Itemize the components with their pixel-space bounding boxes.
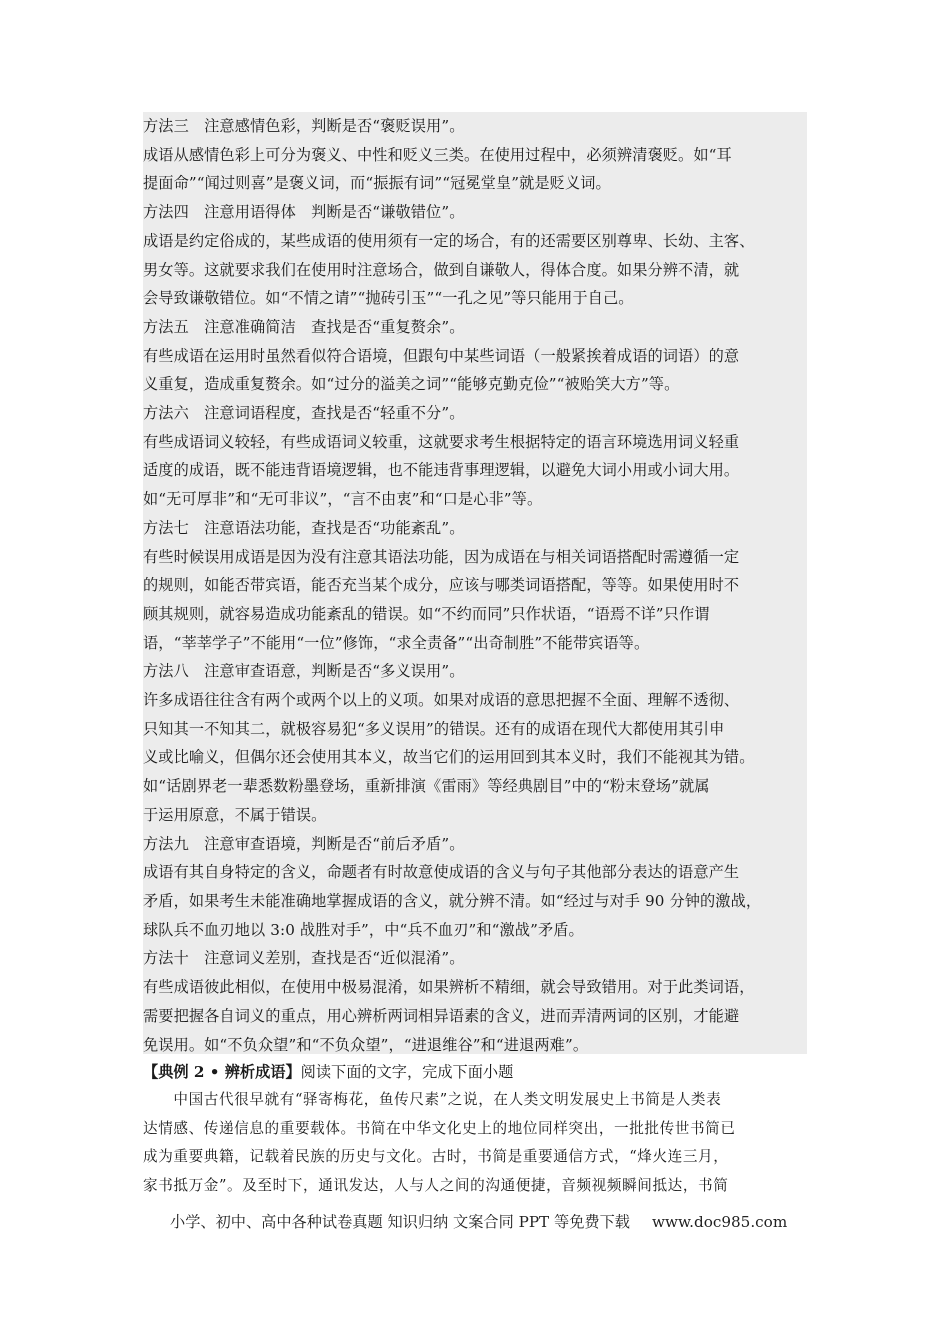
example-tag: 【典例 2 • 辨析成语】 [143,1063,301,1081]
paragraph-line: 矛盾，如果考生未能准确地掌握成语的含义，就分辨不清。如“经过与对手 90 分钟的激战， [143,891,762,910]
paragraph-line: 成语有其自身特定的含义，命题者有时故意使成语的含义与句子其他部分表达的语意产生 [143,863,740,882]
paragraph-line: 义或比喻义，但偶尔还会使用其本义，故当它们的运用回到其本义时，我们不能视其为错。 [143,748,755,767]
paragraph-line: 会导致谦敬错位。如“不情之请”“抛砖引玉”“一孔之见”等只能用于自己。 [143,289,634,308]
paragraph-line: 顾其规则，就容易造成功能紊乱的错误。如“不约而同”只作状语，“语焉不详”只作谓 [143,604,710,623]
paragraph-line: 成语从感情色彩上可分为褒义、中性和贬义三类。在使用过程中，必须辨清褒贬。如“耳 [143,145,732,164]
passage-line: 家书抵万金”。及至时下，通讯发达，人与人之间的沟通便捷，音频视频瞬间抵达，书简 [143,1176,729,1194]
paragraph-line: 球队兵不血刃地以 3:0 战胜对手”，中“兵不血刃”和“激战”矛盾。 [143,920,584,939]
paragraph-line: 于运用原意，不属于错误。 [143,805,327,824]
paragraph-line: 有些成语词义较轻，有些成语词义较重，这就要求考生根据特定的语言环境选用词义轻重 [143,432,740,451]
paragraph-line: 如“无可厚非”和“无可非议”，“言不由衷”和“口是心非”等。 [143,490,543,509]
paragraph-line: 有些成语在运用时虽然看似符合语境，但跟句中某些词语（一般紧挨着成语的词语）的意 [143,346,740,365]
paragraph-line: 需要把握各自词义的重点，用心辨析两词相异语素的含义，进而弄清两词的区别，才能避 [143,1006,740,1025]
page-footer [170,1211,787,1232]
paragraph-line: 适度的成语，既不能违背语境逻辑，也不能违背事理逻辑，以避免大词小用或小词大用。 [143,461,740,480]
paragraph-line: 有些时候误用成语是因为没有注意其语法功能，因为成语在与相关词语搭配时需遵循一定 [143,547,740,566]
paragraph-line: 许多成语往往含有两个或两个以上的义项。如果对成语的意思把握不全面、理解不透彻、 [143,691,740,710]
method-heading: 方法五 注意准确简洁 查找是否“重复赘余”。 [143,317,465,336]
paragraph-line: 的规则，如能否带宾语，能否充当某个成分，应该与哪类词语搭配，等等。如果使用时不 [143,576,740,595]
passage-line: 成为重要典籍，记载着民族的历史与文化。古时，书简是重要通信方式，“烽火连三月， [143,1148,729,1166]
example-heading [143,1060,813,1084]
methods-block [143,112,807,1054]
paragraph-line: 成语是约定俗成的，某些成语的使用须有一定的场合，有的还需要区别尊卑、长幼、主客、 [143,231,755,250]
footer-text: 小学、初中、高中各种试卷真题 知识归纳 文案合同 PPT 等免费下载 [170,1213,630,1231]
paragraph-line: 有些成语彼此相似，在使用中极易混淆，如果辨析不精细，就会导致错用。对于此类词语， [143,978,755,997]
passage-line: 中国古代很早就有“驿寄梅花，鱼传尺素”之说，在人类文明发展史上书简是人类表 [143,1091,722,1108]
paragraph-line: 只知其一不知其二，就极容易犯“多义误用”的错误。还有的成语在现代大都使用其引申 [143,719,725,738]
paragraph-line: 如“话剧界老一辈悉数粉墨登场，重新排演《雷雨》等经典剧目”中的“粉末登场”就属 [143,777,710,796]
paragraph-line: 男女等。这就要求我们在使用时注意场合，做到自谦敬人，得体合度。如果分辨不清，就 [143,260,740,279]
method-heading: 方法六 注意词语程度，查找是否“轻重不分”。 [143,404,465,423]
method-heading: 方法九 注意审查语境，判断是否“前后矛盾”。 [143,834,465,853]
reading-passage [143,1086,813,1200]
method-heading: 方法七 注意语法功能，查找是否“功能紊乱”。 [143,518,465,537]
paragraph-line: 语，“莘莘学子”不能用“一位”修饰，“求全责备”“出奇制胜”不能带宾语等。 [143,633,650,652]
method-heading: 方法三 注意感情色彩，判断是否“褒贬误用”。 [143,117,465,135]
footer-url[interactable]: www.doc985.com [651,1213,788,1231]
method-heading: 方法八 注意审查语意，判断是否“多义误用”。 [143,662,465,681]
paragraph-line: 免误用。如“不负众望”和“不负众望”，“进退维谷”和“进退两难”。 [143,1035,589,1054]
paragraph-line: 义重复，造成重复赘余。如“过分的溢美之词”“能够克勤克俭”“被贻笑大方”等。 [143,375,680,394]
paragraph-line: 提面命”“闻过则喜”是褒义词，而“振振有词”“冠冕堂皇”就是贬义词。 [143,174,611,193]
method-heading: 方法十 注意词义差别，查找是否“近似混淆”。 [143,949,465,968]
example-instruction: 阅读下面的文字，完成下面小题 [300,1063,514,1081]
passage-line: 达情感、传递信息的重要载体。书简在中华文化史上的地位同样突出，一批批传世书简已 [143,1119,736,1137]
method-heading: 方法四 注意用语得体 判断是否“谦敬错位”。 [143,203,465,222]
